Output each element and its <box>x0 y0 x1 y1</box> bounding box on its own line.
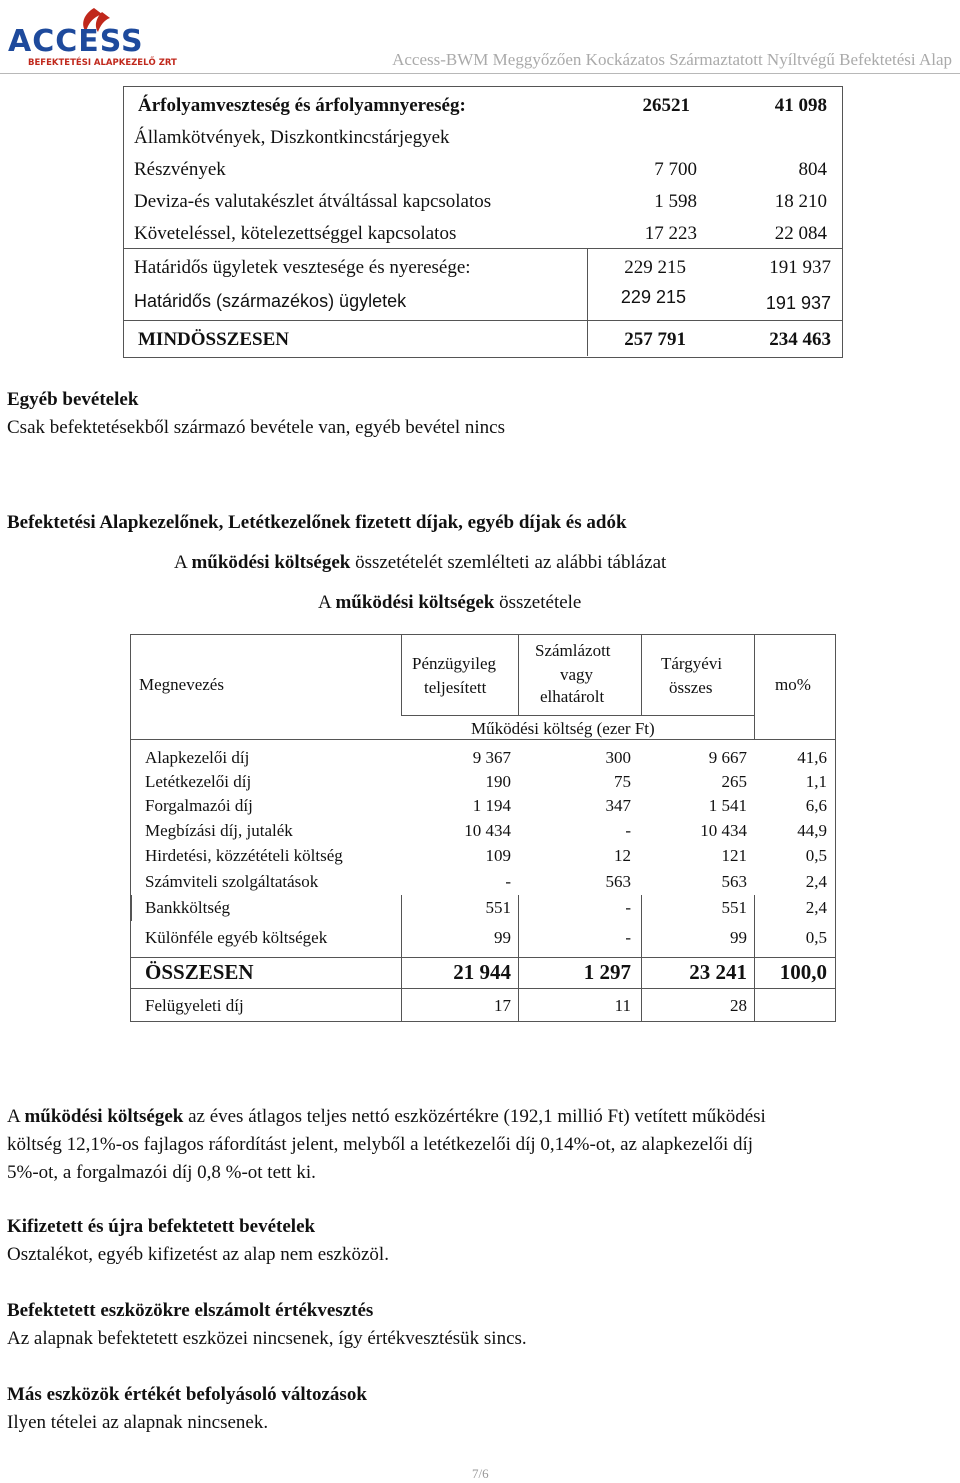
row-billed: - <box>625 821 631 840</box>
table-caption: A működési költségek összetétele <box>318 592 582 613</box>
row-value-prior: 22 084 <box>774 223 827 244</box>
header-unit: Működési költség (ezer Ft) <box>471 719 655 738</box>
total-pct: 100,0 <box>779 960 827 984</box>
header-divider <box>131 739 835 740</box>
section-heading: Kifizetett és újra befektetett bevételek <box>7 1216 316 1237</box>
document-title: Access-BWM Meggyőzően Kockázatos Származtatott Nyíltvégű Befektetési Alap <box>392 50 952 69</box>
column-divider <box>754 895 755 1021</box>
row-name: Letétkezelői díj <box>145 772 252 791</box>
supervision-total: 28 <box>730 996 747 1015</box>
section-text: Az alapnak befektetett eszközei nincsenek, így értékvesztésük sincs. <box>7 1328 527 1349</box>
page-number: 7/6 <box>472 1466 489 1481</box>
header-pct: mo% <box>775 675 811 694</box>
row-name: Alapkezelői díj <box>145 748 250 767</box>
row-paid: 10 434 <box>464 821 511 840</box>
logo-text: ACCESS <box>8 24 144 59</box>
row-pct: 0,5 <box>805 846 827 865</box>
section-heading: Más eszközök értékét befolyásoló változások <box>7 1384 367 1405</box>
row-name: Számviteli szolgáltatások <box>145 872 319 891</box>
header-current: összes <box>669 678 713 697</box>
row-name: Megbízási díj, jutalék <box>145 821 293 840</box>
row-label: Részvények <box>134 159 226 180</box>
header-current: Tárgyévi <box>661 654 723 673</box>
operating-costs-table <box>130 634 836 1022</box>
header-billed: Számlázott <box>535 641 611 660</box>
row-paid: 1 194 <box>472 796 511 815</box>
section-text: Csak befektetésekből származó bevétele van, egyéb bevétel nincs <box>7 417 506 438</box>
supervision-name: Felügyeleti díj <box>145 996 244 1015</box>
row-label: Határidős (származékos) ügyletek <box>134 291 407 311</box>
column-divider <box>518 895 519 1021</box>
row-paid: 551 <box>485 898 511 917</box>
row-value-prior: 18 210 <box>774 191 827 212</box>
total-value-prior: 234 463 <box>769 329 831 350</box>
column-divider <box>401 635 402 715</box>
section-text: Ilyen tételei az alapnak nincsenek. <box>7 1412 269 1433</box>
total-billed: 1 297 <box>583 960 631 984</box>
company-logo <box>6 4 186 70</box>
row-divider <box>124 320 842 321</box>
row-total: 1 541 <box>708 796 747 815</box>
row-pct: 41,6 <box>797 748 827 767</box>
section-heading: Befektetett eszközökre elszámolt értékvesztés <box>7 1300 374 1321</box>
column-divider <box>641 895 642 1021</box>
column-divider <box>401 895 402 1021</box>
row-name: Forgalmazói díj <box>145 796 253 815</box>
row-paid: 190 <box>485 772 511 791</box>
row-total: 10 434 <box>700 821 747 840</box>
row-label: Államkötvények, Diszkontkincstárjegyek <box>134 127 450 148</box>
section-heading: Befektetési Alapkezelőnek, Letétkezelőnek fizetett díjak, egyéb díjak és adók <box>7 512 627 533</box>
row-pct: 1,1 <box>805 772 827 791</box>
row-billed: 12 <box>614 846 631 865</box>
row-value-current: 26521 <box>642 95 690 116</box>
row-label: Árfolyamveszteség és árfolyamnyereség: <box>138 95 466 116</box>
row-pct: 6,6 <box>805 796 827 815</box>
cell-border <box>131 895 132 921</box>
row-name: Hirdetési, közzétételi költség <box>145 846 343 865</box>
summary-line: költség 12,1%-os fajlagos ráfordítást jelent, melyből a letétkezelői díj 0,14%-ot, az alapkezelői díj <box>7 1134 754 1155</box>
row-billed: 75 <box>614 772 631 791</box>
column-divider <box>754 635 755 739</box>
total-total: 23 241 <box>689 960 747 984</box>
row-paid: - <box>505 872 511 891</box>
summary-line: A működési költségek az éves átlagos teljes nettó eszközértékre (192,1 millió Ft) vetített működési <box>7 1106 766 1127</box>
row-total: 9 667 <box>708 748 747 767</box>
row-value-prior: 41 098 <box>774 95 827 116</box>
column-divider <box>518 635 519 715</box>
header-paid: teljesített <box>424 678 487 697</box>
row-billed: 300 <box>605 748 631 767</box>
row-total: 551 <box>721 898 747 917</box>
row-billed: - <box>625 898 631 917</box>
row-paid: 9 367 <box>472 748 511 767</box>
header-name: Megnevezés <box>139 675 224 694</box>
section-heading: Egyéb bevételek <box>7 389 139 410</box>
row-name: Bankköltség <box>145 898 230 917</box>
total-label: MINDÖSSZESEN <box>138 329 289 350</box>
row-billed: - <box>625 928 631 947</box>
row-value-current: 229 215 <box>620 287 686 307</box>
row-billed: 347 <box>605 796 631 815</box>
total-name: ÖSSZESEN <box>145 960 254 984</box>
row-divider <box>131 988 835 989</box>
row-label: Követeléssel, kötelezettséggel kapcsolatos <box>134 223 457 244</box>
row-pct: 2,4 <box>805 898 827 917</box>
row-total: 121 <box>721 846 747 865</box>
total-paid: 21 944 <box>453 960 511 984</box>
subheader-divider <box>401 715 754 716</box>
row-total: 265 <box>721 772 747 791</box>
row-total: 563 <box>721 872 747 891</box>
logo-subtext: BEFEKTETÉSI ALAPKEZELŐ ZRT <box>28 58 177 68</box>
row-value-prior: 191 937 <box>769 257 831 278</box>
row-paid: 99 <box>494 928 511 947</box>
row-paid: 109 <box>485 846 511 865</box>
row-name: Különféle egyéb költségek <box>145 928 328 947</box>
section-text: Osztalékot, egyéb kifizetést az alap nem eszközöl. <box>7 1244 389 1265</box>
total-value-current: 257 791 <box>624 329 686 350</box>
table-intro: A működési költségek összetételét szemlélteti az alábbi táblázat <box>174 552 667 573</box>
row-pct: 2,4 <box>805 872 827 891</box>
row-pct: 0,5 <box>805 928 827 947</box>
row-value-prior: 191 937 <box>765 293 831 313</box>
column-divider <box>587 248 588 356</box>
row-divider <box>124 248 842 249</box>
row-value-current: 7 700 <box>654 159 697 180</box>
row-value-prior: 804 <box>798 159 827 180</box>
header-divider <box>0 73 960 74</box>
row-billed: 563 <box>605 872 631 891</box>
header-billed: elhatárolt <box>540 687 605 706</box>
row-pct: 44,9 <box>797 821 827 840</box>
gains-losses-table <box>123 86 843 358</box>
summary-line: 5%-ot, a forgalmazói díj 0,8 %-ot tett ki. <box>7 1162 316 1183</box>
header-paid: Pénzügyileg <box>412 654 497 673</box>
supervision-billed: 11 <box>614 996 631 1015</box>
supervision-paid: 17 <box>494 996 511 1015</box>
header-billed: vagy <box>560 665 594 684</box>
row-label: Határidős ügyletek vesztesége és nyeresége: <box>134 257 471 278</box>
row-total: 99 <box>730 928 747 947</box>
row-value-current: 1 598 <box>654 191 697 212</box>
row-value-current: 229 215 <box>624 257 686 278</box>
row-value-current: 17 223 <box>644 223 697 244</box>
row-label: Deviza-és valutakészlet átváltással kapcsolatos <box>134 191 492 212</box>
row-divider <box>131 957 835 958</box>
column-divider <box>641 635 642 715</box>
